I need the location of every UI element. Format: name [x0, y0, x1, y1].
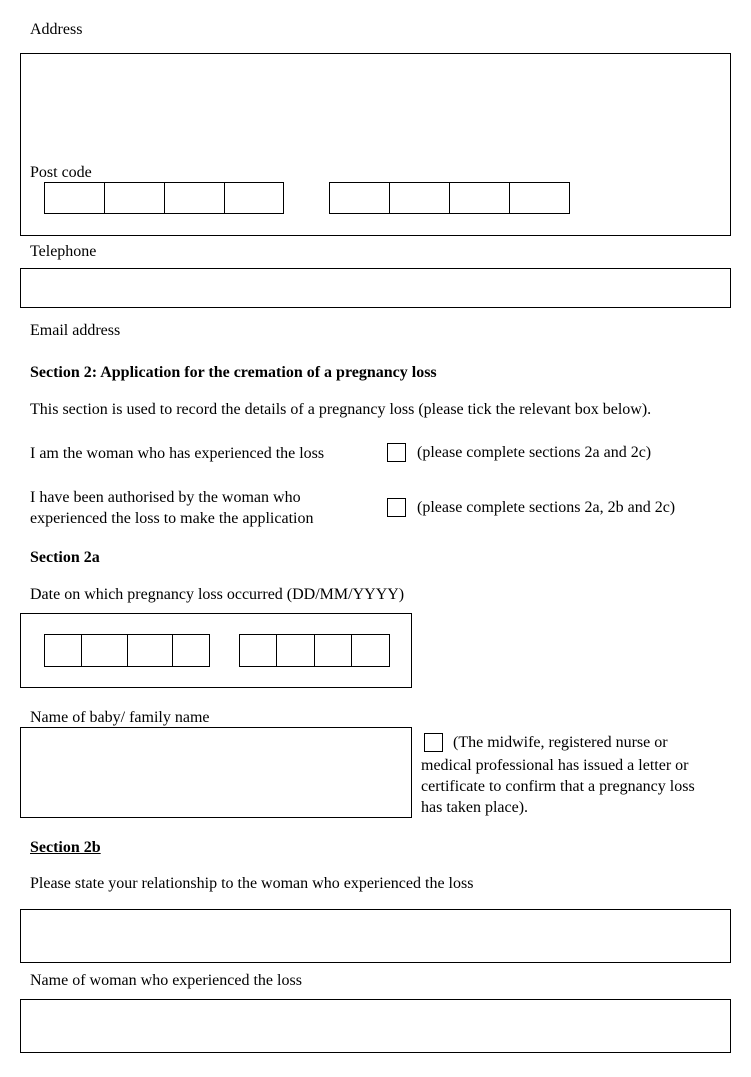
- option-authorised-note: (please complete sections 2a, 2b and 2c): [417, 499, 676, 516]
- relationship-label: Please state your relationship to the woman who experienced the loss: [30, 875, 474, 892]
- section-2a-heading: Section 2a: [30, 549, 100, 566]
- date-cell[interactable]: [44, 634, 82, 667]
- telephone-label: Telephone: [30, 243, 97, 260]
- date-cell[interactable]: [81, 634, 128, 667]
- woman-name-field[interactable]: [20, 999, 731, 1053]
- address-label: Address: [30, 21, 83, 38]
- date-cell[interactable]: [239, 634, 277, 667]
- date-cell[interactable]: [127, 634, 173, 667]
- option-woman-checkbox[interactable]: [387, 443, 406, 462]
- telephone-field[interactable]: [20, 268, 731, 308]
- date-cell[interactable]: [172, 634, 210, 667]
- confirm-checkbox[interactable]: [424, 733, 443, 752]
- date-cell[interactable]: [314, 634, 352, 667]
- postcode-cell[interactable]: [449, 182, 510, 214]
- confirm-line3: certificate to confirm that a pregnancy loss: [421, 778, 695, 795]
- option-authorised-label-line1: I have been authorised by the woman who: [30, 489, 301, 506]
- baby-name-label: Name of baby/ family name: [30, 709, 210, 726]
- postcode-cell[interactable]: [104, 182, 165, 214]
- postcode-cell[interactable]: [164, 182, 225, 214]
- postcode-label: Post code: [30, 164, 92, 181]
- option-woman-label: I am the woman who has experienced the loss: [30, 445, 325, 462]
- baby-name-field[interactable]: [20, 727, 412, 818]
- section-2-intro: This section is used to record the details of a pregnancy loss (please tick the relevant box below).: [30, 401, 652, 418]
- postcode-cell[interactable]: [329, 182, 390, 214]
- confirm-line2: medical professional has issued a letter or: [421, 757, 689, 774]
- option-authorised-checkbox[interactable]: [387, 498, 406, 517]
- email-label: Email address: [30, 322, 121, 339]
- confirm-line1: (The midwife, registered nurse or: [453, 734, 668, 751]
- woman-name-label: Name of woman who experienced the loss: [30, 972, 302, 989]
- option-woman-note: (please complete sections 2a and 2c): [417, 444, 652, 461]
- postcode-cell[interactable]: [224, 182, 284, 214]
- date-cell[interactable]: [351, 634, 390, 667]
- confirm-line4: has taken place).: [421, 799, 529, 816]
- section-2b-heading: Section 2b: [30, 839, 101, 856]
- postcode-cell[interactable]: [389, 182, 450, 214]
- relationship-field[interactable]: [20, 909, 731, 963]
- postcode-cell[interactable]: [44, 182, 105, 214]
- postcode-cell[interactable]: [509, 182, 570, 214]
- date-cell[interactable]: [276, 634, 315, 667]
- date-label: Date on which pregnancy loss occurred (DD/MM/YYYY): [30, 586, 405, 603]
- option-authorised-label-line2: experienced the loss to make the application: [30, 510, 314, 527]
- section-2-heading: Section 2: Application for the cremation of a pregnancy loss: [30, 364, 437, 381]
